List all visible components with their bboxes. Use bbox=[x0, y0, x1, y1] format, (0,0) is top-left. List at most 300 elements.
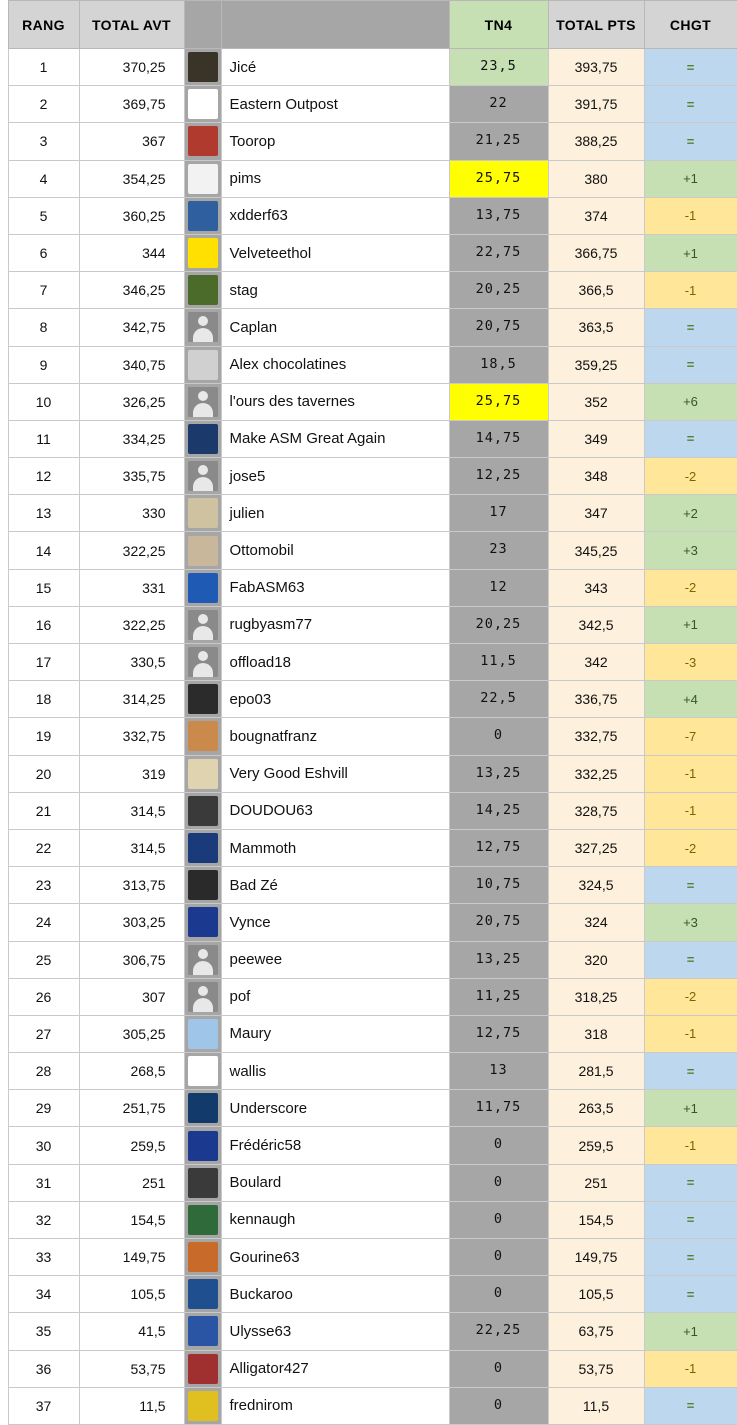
cell-change: = bbox=[644, 941, 737, 978]
cell-rank: 34 bbox=[8, 1276, 79, 1313]
row-edge bbox=[0, 1127, 8, 1164]
table-row bbox=[0, 197, 737, 234]
table-row bbox=[0, 569, 737, 606]
cell-change: = bbox=[644, 49, 737, 86]
cell-total-avt: 332,75 bbox=[79, 718, 184, 755]
cell-player-name: pims bbox=[221, 160, 449, 197]
cell-total-pts: 363,5 bbox=[548, 309, 644, 346]
cell-rank: 17 bbox=[8, 644, 79, 681]
cell-player-name: kennaugh bbox=[221, 1201, 449, 1238]
cell-total-pts: 263,5 bbox=[548, 1090, 644, 1127]
cell-player-name: DOUDOU63 bbox=[221, 792, 449, 829]
table-row bbox=[0, 1201, 737, 1238]
table-row bbox=[0, 718, 737, 755]
cell-total-avt: 105,5 bbox=[79, 1276, 184, 1313]
dark-photo-icon bbox=[188, 684, 218, 714]
table-row bbox=[0, 829, 737, 866]
tn4-value: 12 bbox=[489, 578, 508, 595]
cell-tn4 bbox=[449, 458, 548, 495]
cell-total-avt: 354,25 bbox=[79, 160, 184, 197]
cell-total-avt: 314,25 bbox=[79, 681, 184, 718]
cell-total-avt: 154,5 bbox=[79, 1201, 184, 1238]
tn4-value: 20,25 bbox=[475, 615, 522, 632]
cell-avatar bbox=[184, 272, 221, 309]
table-row bbox=[0, 1164, 737, 1201]
cell-total-pts: 374 bbox=[548, 197, 644, 234]
cell-change: -2 bbox=[644, 458, 737, 495]
cell-player-name: Frédéric58 bbox=[221, 1127, 449, 1164]
row-edge bbox=[0, 978, 8, 1015]
cell-tn4 bbox=[449, 718, 548, 755]
cell-avatar bbox=[184, 755, 221, 792]
cell-avatar bbox=[184, 309, 221, 346]
cell-total-avt: 314,5 bbox=[79, 829, 184, 866]
cell-tn4 bbox=[449, 904, 548, 941]
cell-total-avt: 360,25 bbox=[79, 197, 184, 234]
cell-player-name: FabASM63 bbox=[221, 569, 449, 606]
tn4-value: 0 bbox=[493, 1136, 504, 1153]
table-row bbox=[0, 867, 737, 904]
cell-total-pts: 352 bbox=[548, 383, 644, 420]
cell-player-name: Ottomobil bbox=[221, 532, 449, 569]
cell-total-pts: 318 bbox=[548, 1015, 644, 1052]
row-edge bbox=[0, 1164, 8, 1201]
cell-avatar bbox=[184, 718, 221, 755]
cell-change: -7 bbox=[644, 718, 737, 755]
yesss-logo-icon bbox=[188, 1056, 218, 1086]
cell-rank: 30 bbox=[8, 1127, 79, 1164]
cell-total-avt: 331 bbox=[79, 569, 184, 606]
cell-avatar bbox=[184, 234, 221, 271]
cell-rank: 37 bbox=[8, 1387, 79, 1424]
cell-change: -1 bbox=[644, 272, 737, 309]
cell-change: +1 bbox=[644, 160, 737, 197]
table-row bbox=[0, 458, 737, 495]
cell-total-avt: 369,75 bbox=[79, 86, 184, 123]
row-edge bbox=[0, 1015, 8, 1052]
cell-change: -2 bbox=[644, 569, 737, 606]
rugby-player-icon bbox=[188, 126, 218, 156]
tn4-value: 20,25 bbox=[475, 281, 522, 298]
tn4-value: 13 bbox=[489, 1062, 508, 1079]
yellow-mascot-icon bbox=[188, 238, 218, 268]
table-body bbox=[0, 49, 737, 1425]
tn4-value: 0 bbox=[493, 727, 504, 744]
cell-tn4 bbox=[449, 272, 548, 309]
cell-total-pts: 343 bbox=[548, 569, 644, 606]
bw-portrait-icon bbox=[188, 1168, 218, 1198]
table-row bbox=[0, 755, 737, 792]
cell-total-pts: 348 bbox=[548, 458, 644, 495]
cell-rank: 33 bbox=[8, 1239, 79, 1276]
tn4-value: 14,75 bbox=[475, 429, 522, 446]
cell-tn4 bbox=[449, 867, 548, 904]
row-edge bbox=[0, 160, 8, 197]
cell-total-avt: 330 bbox=[79, 495, 184, 532]
cell-avatar bbox=[184, 978, 221, 1015]
cell-tn4 bbox=[449, 1090, 548, 1127]
cell-tn4 bbox=[449, 86, 548, 123]
cell-player-name: Boulard bbox=[221, 1164, 449, 1201]
tn4-value: 20,75 bbox=[475, 318, 522, 335]
cell-rank: 26 bbox=[8, 978, 79, 1015]
cell-total-pts: 342 bbox=[548, 644, 644, 681]
cell-avatar bbox=[184, 123, 221, 160]
table-row bbox=[0, 49, 737, 86]
cell-rank: 21 bbox=[8, 792, 79, 829]
table-row bbox=[0, 532, 737, 569]
cell-total-avt: 334,25 bbox=[79, 420, 184, 457]
cell-total-pts: 318,25 bbox=[548, 978, 644, 1015]
table-row bbox=[0, 420, 737, 457]
cell-total-avt: 322,25 bbox=[79, 532, 184, 569]
cell-tn4 bbox=[449, 123, 548, 160]
tn4-value: 25,75 bbox=[450, 384, 548, 420]
cell-total-avt: 259,5 bbox=[79, 1127, 184, 1164]
tn4-value: 13,75 bbox=[475, 206, 522, 223]
person-silhouette-icon bbox=[188, 945, 218, 975]
cell-player-name: Jicé bbox=[221, 49, 449, 86]
building-icon bbox=[188, 536, 218, 566]
cell-player-name: Gourine63 bbox=[221, 1239, 449, 1276]
cell-rank: 31 bbox=[8, 1164, 79, 1201]
cell-rank: 13 bbox=[8, 495, 79, 532]
cell-player-name: Toorop bbox=[221, 123, 449, 160]
person-silhouette-icon bbox=[188, 461, 218, 491]
cell-rank: 18 bbox=[8, 681, 79, 718]
cell-tn4 bbox=[449, 1387, 548, 1424]
cell-total-avt: 342,75 bbox=[79, 309, 184, 346]
row-edge bbox=[0, 383, 8, 420]
tn4-value: 13,25 bbox=[475, 764, 522, 781]
tn4-value: 18,5 bbox=[480, 355, 517, 372]
table-row bbox=[0, 1239, 737, 1276]
row-edge bbox=[0, 1387, 8, 1424]
cell-avatar bbox=[184, 1090, 221, 1127]
row-edge bbox=[0, 829, 8, 866]
cell-avatar bbox=[184, 941, 221, 978]
cell-change: -3 bbox=[644, 644, 737, 681]
cell-total-avt: 335,75 bbox=[79, 458, 184, 495]
cell-rank: 4 bbox=[8, 160, 79, 197]
cell-tn4 bbox=[449, 941, 548, 978]
cell-change: = bbox=[644, 86, 737, 123]
cell-player-name: pof bbox=[221, 978, 449, 1015]
cell-tn4 bbox=[449, 495, 548, 532]
cell-tn4 bbox=[449, 681, 548, 718]
cell-player-name: Buckaroo bbox=[221, 1276, 449, 1313]
table-row bbox=[0, 792, 737, 829]
table-row bbox=[0, 86, 737, 123]
cell-total-pts: 11,5 bbox=[548, 1387, 644, 1424]
tn4-value: 0 bbox=[493, 1248, 504, 1264]
cell-tn4 bbox=[449, 383, 548, 420]
cell-rank: 27 bbox=[8, 1015, 79, 1052]
cell-total-avt: 319 bbox=[79, 755, 184, 792]
tn4-value: 11,75 bbox=[475, 1099, 522, 1116]
cell-rank: 16 bbox=[8, 606, 79, 643]
table-row bbox=[0, 309, 737, 346]
cell-change: = bbox=[644, 1053, 737, 1090]
table-row bbox=[0, 1127, 737, 1164]
cell-total-pts: 105,5 bbox=[548, 1276, 644, 1313]
cell-total-pts: 324,5 bbox=[548, 867, 644, 904]
row-edge bbox=[0, 1350, 8, 1387]
cell-player-name: Very Good Eshvill bbox=[221, 755, 449, 792]
cell-avatar bbox=[184, 346, 221, 383]
cyclist-photo-icon bbox=[188, 1242, 218, 1272]
cell-total-avt: 41,5 bbox=[79, 1313, 184, 1350]
cell-tn4 bbox=[449, 792, 548, 829]
cartoon-face-icon bbox=[188, 164, 218, 194]
cell-total-pts: 388,25 bbox=[548, 123, 644, 160]
header-edge bbox=[0, 1, 8, 49]
cell-avatar bbox=[184, 1053, 221, 1090]
table-row bbox=[0, 904, 737, 941]
cell-tn4 bbox=[449, 420, 548, 457]
tn4-value: 13,25 bbox=[475, 950, 522, 967]
cell-rank: 7 bbox=[8, 272, 79, 309]
table-row bbox=[0, 1313, 737, 1350]
table-row bbox=[0, 644, 737, 681]
cell-change: +6 bbox=[644, 383, 737, 420]
cell-total-avt: 313,75 bbox=[79, 867, 184, 904]
cell-change: +3 bbox=[644, 532, 737, 569]
cell-total-avt: 340,75 bbox=[79, 346, 184, 383]
cell-change: +2 bbox=[644, 495, 737, 532]
person-silhouette-icon bbox=[188, 387, 218, 417]
tn4-value: 12,75 bbox=[475, 838, 522, 855]
cell-player-name: Caplan bbox=[221, 309, 449, 346]
cell-rank: 1 bbox=[8, 49, 79, 86]
cell-tn4 bbox=[449, 197, 548, 234]
tn4-value: 23 bbox=[489, 541, 508, 558]
row-edge bbox=[0, 458, 8, 495]
row-edge bbox=[0, 1239, 8, 1276]
person-silhouette-icon bbox=[188, 312, 218, 342]
row-edge bbox=[0, 197, 8, 234]
table-row bbox=[0, 1350, 737, 1387]
cell-avatar bbox=[184, 644, 221, 681]
cell-total-avt: 330,5 bbox=[79, 644, 184, 681]
cell-avatar bbox=[184, 197, 221, 234]
cell-rank: 6 bbox=[8, 234, 79, 271]
cell-player-name: frednirom bbox=[221, 1387, 449, 1424]
cell-avatar bbox=[184, 904, 221, 941]
cell-total-pts: 391,75 bbox=[548, 86, 644, 123]
cell-total-avt: 53,75 bbox=[79, 1350, 184, 1387]
row-edge bbox=[0, 904, 8, 941]
header-tn4: TN4 bbox=[449, 1, 548, 49]
person-silhouette-icon bbox=[188, 982, 218, 1012]
cell-rank: 32 bbox=[8, 1201, 79, 1238]
cell-total-pts: 328,75 bbox=[548, 792, 644, 829]
cell-avatar bbox=[184, 1350, 221, 1387]
tn4-value: 22,75 bbox=[475, 243, 522, 260]
cell-player-name: xdderf63 bbox=[221, 197, 449, 234]
cell-total-pts: 380 bbox=[548, 160, 644, 197]
tn4-value: 0 bbox=[493, 1285, 504, 1302]
cell-player-name: peewee bbox=[221, 941, 449, 978]
cyclist-icon bbox=[188, 1205, 218, 1235]
table-row bbox=[0, 941, 737, 978]
dark-photo-icon bbox=[188, 796, 218, 826]
row-edge bbox=[0, 606, 8, 643]
cell-tn4 bbox=[449, 346, 548, 383]
cell-total-avt: 367 bbox=[79, 123, 184, 160]
table-row bbox=[0, 681, 737, 718]
cell-avatar bbox=[184, 420, 221, 457]
cell-avatar bbox=[184, 1387, 221, 1424]
silhouette-icon bbox=[188, 461, 218, 491]
cell-tn4 bbox=[449, 569, 548, 606]
blue-avatar-icon bbox=[188, 1316, 218, 1346]
row-edge bbox=[0, 644, 8, 681]
tn4-value: 22,25 bbox=[475, 1322, 522, 1339]
cell-player-name: Maury bbox=[221, 1015, 449, 1052]
blue-photo-icon bbox=[188, 1279, 218, 1309]
table-row bbox=[0, 1276, 737, 1313]
tn4-value: 22 bbox=[489, 95, 508, 112]
cell-avatar bbox=[184, 1239, 221, 1276]
row-edge bbox=[0, 1053, 8, 1090]
cell-rank: 2 bbox=[8, 86, 79, 123]
cell-rank: 24 bbox=[8, 904, 79, 941]
silhouette-icon bbox=[188, 945, 218, 975]
cell-tn4 bbox=[449, 160, 548, 197]
tn4-value: 10,75 bbox=[475, 876, 522, 893]
row-edge bbox=[0, 346, 8, 383]
table-row bbox=[0, 272, 737, 309]
tn4-value: 0 bbox=[493, 1359, 504, 1376]
tn4-value: 0 bbox=[493, 1173, 504, 1190]
header-row bbox=[0, 1, 737, 49]
tn4-value: 22,5 bbox=[480, 690, 517, 707]
cell-change: +3 bbox=[644, 904, 737, 941]
cell-avatar bbox=[184, 1313, 221, 1350]
cell-change: = bbox=[644, 1201, 737, 1238]
cell-total-pts: 63,75 bbox=[548, 1313, 644, 1350]
cell-avatar bbox=[184, 86, 221, 123]
cell-rank: 20 bbox=[8, 755, 79, 792]
cell-change: = bbox=[644, 123, 737, 160]
cell-change: +1 bbox=[644, 606, 737, 643]
red-photo-icon bbox=[188, 1354, 218, 1384]
cell-total-avt: 346,25 bbox=[79, 272, 184, 309]
cell-total-pts: 345,25 bbox=[548, 532, 644, 569]
cell-rank: 9 bbox=[8, 346, 79, 383]
cell-rank: 22 bbox=[8, 829, 79, 866]
cell-change: -2 bbox=[644, 978, 737, 1015]
cell-total-pts: 53,75 bbox=[548, 1350, 644, 1387]
blue-crest-icon bbox=[188, 1131, 218, 1161]
cell-tn4 bbox=[449, 644, 548, 681]
blue-banner-icon bbox=[188, 1019, 218, 1049]
cell-change: = bbox=[644, 346, 737, 383]
cell-total-avt: 11,5 bbox=[79, 1387, 184, 1424]
cell-change: +1 bbox=[644, 234, 737, 271]
row-edge bbox=[0, 123, 8, 160]
cricket-photo-icon bbox=[188, 721, 218, 751]
row-edge bbox=[0, 86, 8, 123]
header-total-avt: TOTAL AVT bbox=[79, 1, 184, 49]
cell-total-avt: 251,75 bbox=[79, 1090, 184, 1127]
cell-avatar bbox=[184, 1015, 221, 1052]
cell-player-name: bougnatfranz bbox=[221, 718, 449, 755]
cell-total-pts: 332,25 bbox=[548, 755, 644, 792]
cell-avatar bbox=[184, 1276, 221, 1313]
cell-total-avt: 149,75 bbox=[79, 1239, 184, 1276]
cell-rank: 35 bbox=[8, 1313, 79, 1350]
table-row bbox=[0, 1090, 737, 1127]
table-row bbox=[0, 123, 737, 160]
cell-change: = bbox=[644, 1239, 737, 1276]
cell-total-avt: 314,5 bbox=[79, 792, 184, 829]
cell-change: -1 bbox=[644, 1127, 737, 1164]
cell-player-name: Alex chocolatines bbox=[221, 346, 449, 383]
row-edge bbox=[0, 495, 8, 532]
photo-man-hat-icon bbox=[188, 52, 218, 82]
table-row bbox=[0, 234, 737, 271]
header-chgt: CHGT bbox=[644, 1, 737, 49]
cell-total-pts: 320 bbox=[548, 941, 644, 978]
cell-change: = bbox=[644, 1387, 737, 1424]
cell-player-name: julien bbox=[221, 495, 449, 532]
cell-rank: 15 bbox=[8, 569, 79, 606]
eagle-crest-icon bbox=[188, 89, 218, 119]
row-edge bbox=[0, 1090, 8, 1127]
row-edge bbox=[0, 867, 8, 904]
table-row bbox=[0, 160, 737, 197]
cell-player-name: Bad Zé bbox=[221, 867, 449, 904]
cell-player-name: Eastern Outpost bbox=[221, 86, 449, 123]
silhouette-icon bbox=[188, 312, 218, 342]
row-edge bbox=[0, 1313, 8, 1350]
cell-total-avt: 305,25 bbox=[79, 1015, 184, 1052]
table-row bbox=[0, 978, 737, 1015]
cell-player-name: Ulysse63 bbox=[221, 1313, 449, 1350]
cell-total-avt: 251 bbox=[79, 1164, 184, 1201]
cell-avatar bbox=[184, 681, 221, 718]
cell-tn4 bbox=[449, 829, 548, 866]
cartoon-scene-icon bbox=[188, 498, 218, 528]
cell-change: = bbox=[644, 867, 737, 904]
row-edge bbox=[0, 234, 8, 271]
red-circle-logo-icon bbox=[188, 350, 218, 380]
cell-total-pts: 393,75 bbox=[548, 49, 644, 86]
trump-cap-icon bbox=[188, 424, 218, 454]
cell-player-name: Make ASM Great Again bbox=[221, 420, 449, 457]
tn4-value: 20,75 bbox=[475, 913, 522, 930]
row-edge bbox=[0, 1201, 8, 1238]
cell-player-name: Underscore bbox=[221, 1090, 449, 1127]
cell-total-avt: 370,25 bbox=[79, 49, 184, 86]
cell-avatar bbox=[184, 569, 221, 606]
cell-avatar bbox=[184, 160, 221, 197]
cell-change: = bbox=[644, 1164, 737, 1201]
table-row bbox=[0, 383, 737, 420]
cell-player-name: wallis bbox=[221, 1053, 449, 1090]
cell-total-pts: 349 bbox=[548, 420, 644, 457]
green-emblem-icon bbox=[188, 275, 218, 305]
tn4-value: 21,25 bbox=[475, 132, 522, 149]
cell-total-pts: 259,5 bbox=[548, 1127, 644, 1164]
cell-total-pts: 366,5 bbox=[548, 272, 644, 309]
cell-player-name: Alligator427 bbox=[221, 1350, 449, 1387]
row-edge bbox=[0, 718, 8, 755]
row-edge bbox=[0, 941, 8, 978]
table-header bbox=[0, 1, 737, 49]
